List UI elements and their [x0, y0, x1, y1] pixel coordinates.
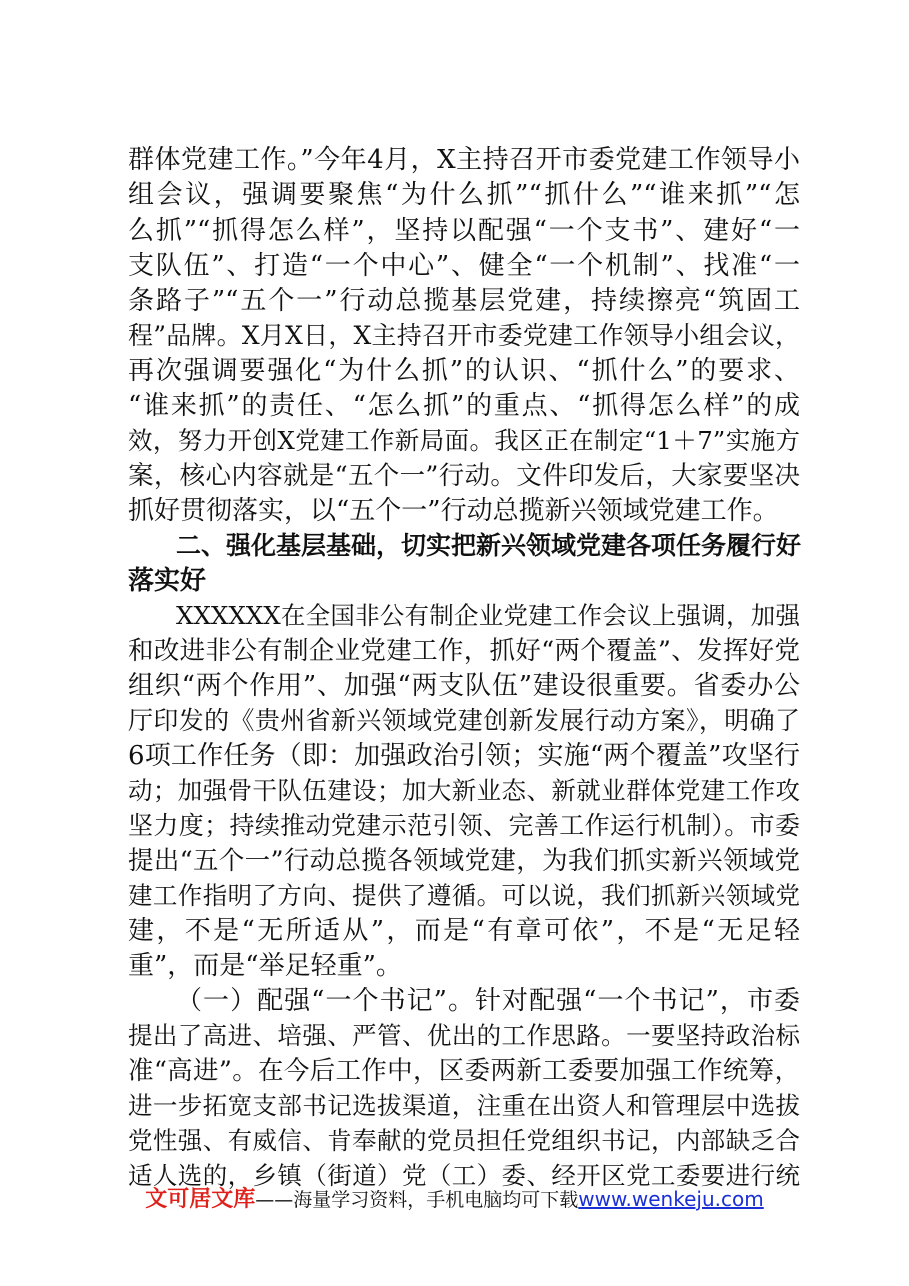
- body-text-line: 组会议，强调要聚焦“为什么抓”“抓什么”“谁来抓”“怎: [128, 180, 800, 210]
- body-text-line: 效，努力开创X党建工作新局面。我区正在制定“1＋7”实施方: [128, 426, 800, 455]
- body-text-line: 条路子”“五个一”行动总揽基层党建，持续擦亮“筑固工: [128, 286, 800, 316]
- body-text-line: 准“高进”。在今后工作中，区委两新工委要加强工作统筹，: [128, 1056, 800, 1086]
- section-heading: 二、强化基层基础，切实把新兴领域党建各项任务履行好: [176, 531, 802, 560]
- body-text-line: 6项工作任务（即：加强政治引领；实施“两个覆盖”攻坚行: [128, 741, 800, 771]
- body-text-line: 党性强、有威信、肯奉献的党员担任党组织书记，内部缺乏合: [128, 1126, 800, 1155]
- body-text-line: 厅印发的《贵州省新兴领域党建创新发展行动方案》，明确了: [128, 706, 800, 735]
- footer-url-link[interactable]: www.wenkeju.com: [578, 1187, 764, 1211]
- body-text-line: XXXXXX在全国非公有制企业党建工作会议上强调，加强: [176, 601, 800, 630]
- body-text-line: 抓好贯彻落实，以“五个一”行动总揽新兴领域党建工作。: [128, 496, 779, 526]
- body-text-line: 动；加强骨干队伍建设；加大新业态、新就业群体党建工作攻: [128, 776, 800, 805]
- body-text-line: “谁来抓”的责任、“怎么抓”的重点、“抓得怎么样”的成: [128, 391, 800, 421]
- body-text-line: 提出“五个一”行动总揽各领域党建，为我们抓实新兴领域党: [128, 846, 800, 876]
- footer-slogan: ——海量学习资料，手机电脑均可下载: [255, 1189, 579, 1211]
- body-text-line: 坚力度；持续推动党建示范引领、完善工作运行机制）。市委: [128, 811, 800, 840]
- body-text-line: 案，核心内容就是“五个一”行动。文件印发后，大家要坚决: [128, 461, 800, 491]
- footer-brand: 文可居文库: [145, 1187, 256, 1212]
- body-text-line: （一）配强“一个书记”。针对配强“一个书记”，市委: [176, 986, 800, 1016]
- section-heading: 落实好: [128, 566, 207, 596]
- footer-banner: [0, 1182, 909, 1216]
- body-text-line: 重”，而是“举足轻重”。: [128, 951, 402, 981]
- body-text-line: 群体党建工作。”今年4月，X主持召开市委党建工作领导小: [128, 145, 800, 175]
- body-text-line: 支队伍”、打造“一个中心”、健全“一个机制”、找准“一: [128, 251, 800, 281]
- body-text-line: 和改进非公有制企业党建工作，抓好“两个覆盖”、发挥好党: [128, 636, 800, 666]
- body-text-line: 建工作指明了方向、提供了遵循。可以说，我们抓新兴领域党: [128, 881, 800, 910]
- body-text-line: 进一步拓宽支部书记选拔渠道，注重在出资人和管理层中选拔: [128, 1091, 800, 1120]
- body-text-line: 么抓”“抓得怎么样”，坚持以配强“一个支书”、建好“一: [128, 216, 800, 246]
- body-text-line: 组织“两个作用”、加强“两支队伍”建设很重要。省委办公: [128, 671, 800, 701]
- body-text-line: 提出了高进、培强、严管、优出的工作思路。一要坚持政治标: [128, 1021, 800, 1050]
- body-text-line: 再次强调要强化“为什么抓”的认识、“抓什么”的要求、: [128, 356, 800, 386]
- body-text-line: 程”品牌。X月X日，X主持召开市委党建工作领导小组会议，: [128, 321, 800, 350]
- body-text-line: 建，不是“无所适从”，而是“有章可依”，不是“无足轻: [128, 916, 800, 946]
- body-text-line: 适人选的，乡镇（街道）党（工）委、经开区党工委要进行统: [128, 1161, 800, 1190]
